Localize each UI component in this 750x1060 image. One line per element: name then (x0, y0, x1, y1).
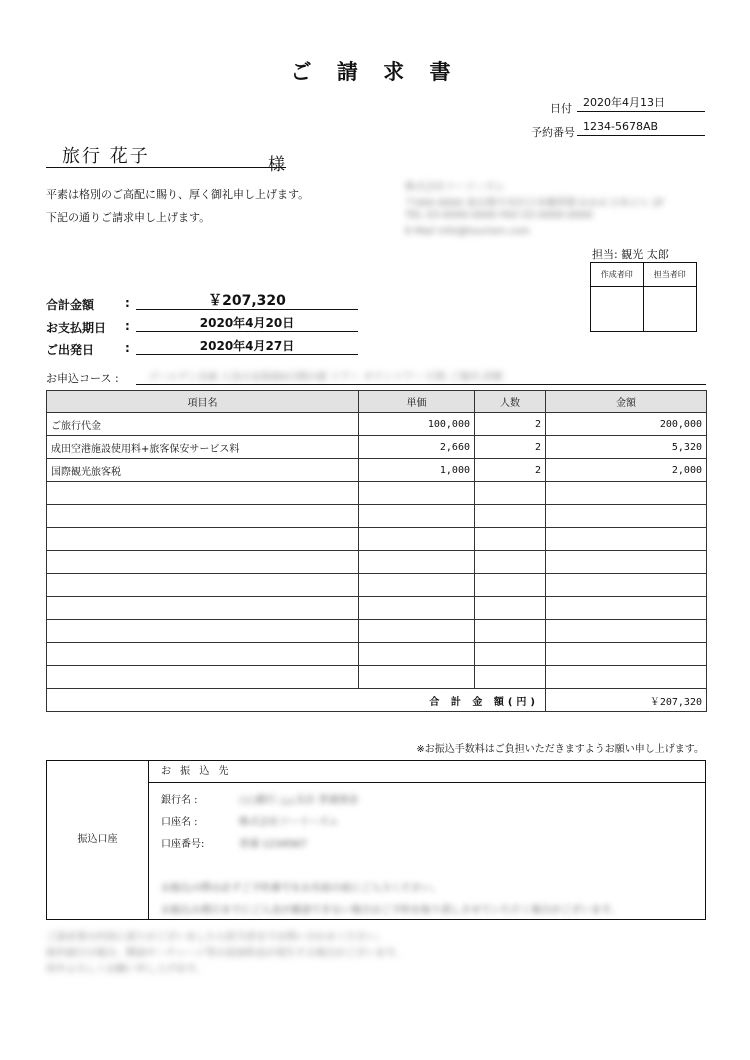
item-name: ご旅行代金 (47, 413, 359, 436)
stamp-box (590, 262, 697, 332)
date-value: 2020年4月13日 (577, 96, 705, 112)
customer-name: 旅行 花子 (62, 146, 150, 167)
item-quantity: 2 (475, 436, 546, 459)
bank-note-2-redacted: お振込み期日までにご入金が確認できない場合はご予約を取り消しさせていただく場合がございます。 (161, 905, 621, 916)
item-name: 成田空港施設使用料+旅客保安サービス料 (47, 436, 359, 459)
item-quantity: 2 (475, 413, 546, 436)
company-address-redacted: 〒000-0000 東京都中央区日本橋界隈 0-0-0 日本ビル 2F (405, 198, 665, 209)
departure-date-label: ご出発日 (46, 343, 95, 357)
account-number-label: 口座番号: (161, 839, 205, 850)
item-unit-price: 1,000 (359, 459, 475, 482)
table-empty-row (47, 551, 707, 574)
bank-transfer-label: 振込口座 (47, 761, 149, 919)
stamp-staff-label: 担当者印 (644, 263, 697, 287)
booking-number-label: 予約番号 (531, 126, 575, 139)
departure-date-value: 2020年4月27日 (136, 338, 358, 355)
header-unit-price: 単価 (359, 391, 475, 413)
account-name-label: 口座名 : (161, 817, 198, 828)
page-title: ご 請 求 書 (290, 60, 460, 84)
table-empty-row (47, 643, 707, 666)
course-label: お申込コース : (46, 372, 119, 385)
header-amount: 金額 (546, 391, 707, 413)
course-underline (136, 384, 706, 385)
table-row (47, 413, 707, 436)
item-quantity: 2 (475, 459, 546, 482)
table-total-value: ￥207,320 (546, 689, 707, 712)
due-date-value: 2020年4月20日 (136, 315, 358, 332)
stamp-creator-label: 作成者印 (591, 263, 644, 287)
item-amount: 2,000 (546, 459, 707, 482)
due-date-label: お支払期日 (46, 321, 107, 335)
item-name: 国際観光旅客税 (47, 459, 359, 482)
items-table (46, 390, 707, 712)
table-empty-row (47, 482, 707, 505)
table-total-label: 合 計 金 額(円) (47, 689, 546, 712)
bank-note-1-redacted: お振込の際は必ずご予約番号をお名前の前にご入力ください。 (161, 883, 441, 894)
footer-note-1-redacted: ご請求書の内容に誤りがございましたら担当者までお問い合わせください。 (46, 932, 386, 943)
header-quantity: 人数 (475, 391, 546, 413)
account-number-value-redacted: 普通 1234567 (239, 839, 307, 850)
stamp-creator-area (591, 287, 644, 331)
company-email-redacted: E-Mail info@tourism.com (405, 226, 530, 237)
greeting-line-1: 平素は格別のご高配に賜り、厚く御礼申し上げます。 (46, 188, 310, 201)
total-amount-label: 合計金額 (46, 298, 95, 312)
table-empty-row (47, 528, 707, 551)
table-empty-row (47, 620, 707, 643)
bank-transfer-box (46, 760, 706, 920)
table-header-row (47, 391, 707, 413)
table-row (47, 459, 707, 482)
table-empty-row (47, 597, 707, 620)
company-phone-redacted: TEL 03-0000-0000 FAX 03-0000-0000 (405, 210, 593, 221)
table-empty-row (47, 505, 707, 528)
total-amount-colon: : (125, 296, 130, 310)
bank-name-value-redacted: ○○銀行 △△支店 普通預金 (239, 795, 359, 806)
date-label: 日付 (550, 102, 572, 115)
transfer-fee-note: ※お振込手数料はご負担いただきますようお願い申し上げます。 (416, 744, 704, 755)
table-empty-row (47, 574, 707, 597)
item-unit-price: 2,660 (359, 436, 475, 459)
customer-underline (46, 167, 286, 168)
account-name-value-redacted: 株式会社ツーリーズム (239, 817, 339, 828)
item-amount: 5,320 (546, 436, 707, 459)
footer-note-2-redacted: 海外旅行の場合、燃油サーチャージ等の追加料金が発生する場合がございます。 (46, 948, 405, 959)
company-name-redacted: 株式会社ツーリーズム (405, 182, 505, 193)
greeting-line-2: 下記の通りご請求申し上げます。 (46, 211, 211, 224)
footer-note-3-redacted: 何卒よろしくお願い申し上げます。 (46, 964, 206, 975)
header-item-name: 項目名 (47, 391, 359, 413)
stamp-staff-area (644, 287, 697, 331)
course-value-redacted: ゴールデン企画 人気の北海道4日間の旅 ツアー タウンツアー 行程 ご案内 詳細 (148, 372, 503, 383)
booking-number-value: 1234-5678AB (577, 120, 705, 136)
customer-suffix: 様 (268, 155, 285, 175)
total-amount-value: ￥207,320 (136, 293, 358, 310)
departure-date-colon: : (125, 341, 130, 355)
table-total-row (47, 689, 707, 712)
item-amount: 200,000 (546, 413, 707, 436)
bank-name-label: 銀行名 : (161, 795, 198, 806)
staff-name: 担当: 観光 太郎 (592, 248, 669, 261)
item-unit-price: 100,000 (359, 413, 475, 436)
due-date-colon: : (125, 319, 130, 333)
bank-transfer-heading: お 振 込 先 (149, 761, 705, 783)
table-row (47, 436, 707, 459)
table-empty-row (47, 666, 707, 689)
